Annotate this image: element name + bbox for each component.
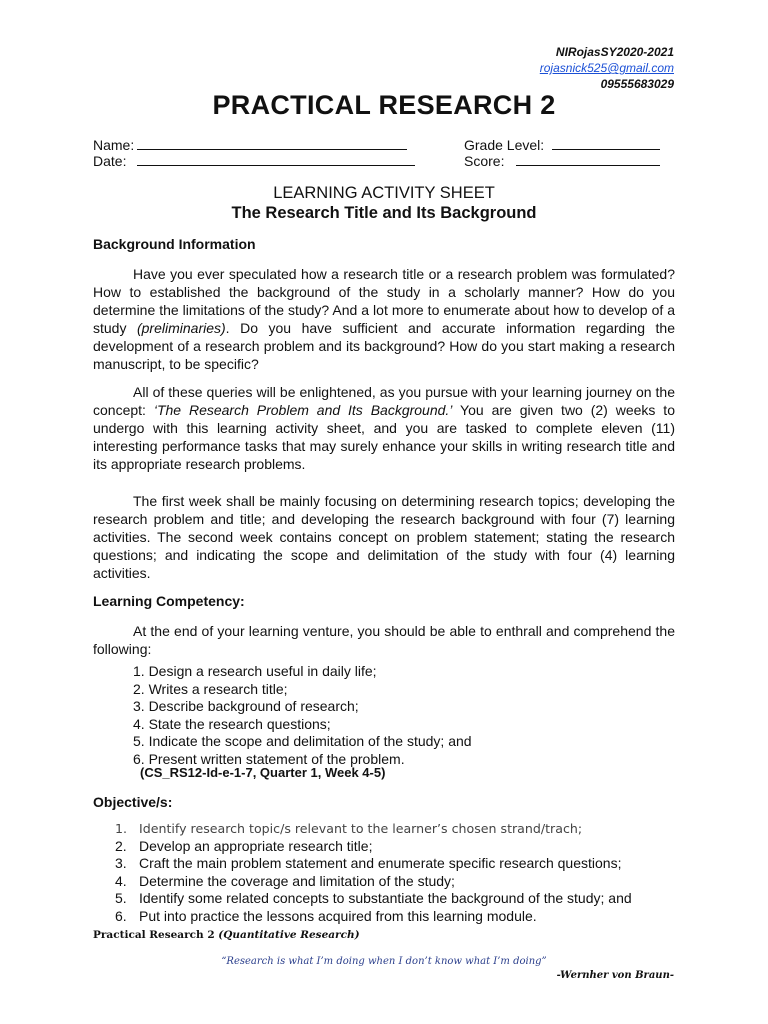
sheet-subtitle: The Research Title and Its Background bbox=[231, 204, 537, 222]
competency-intro: At the end of your learning venture, you should be able to enthrall and comprehend the following: bbox=[93, 623, 675, 657]
page-title: PRACTICAL RESEARCH 2 bbox=[212, 90, 556, 120]
list-item: 6. Put into practice the lessons acquired from this learning module. bbox=[115, 907, 537, 924]
list-item: 3. Describe background of research; bbox=[133, 698, 359, 714]
score-line bbox=[516, 153, 660, 166]
footer-course bbox=[93, 929, 360, 941]
footer-course-type: (Quantitative Research) bbox=[218, 929, 360, 941]
background-paragraph-3: The first week shall be mainly focusing on determining research topics; developing the research problem and title; and developing the research background with four (7) learning activities. The second week contains concept on problem statement; stating the research questions; and indicating the scope and delimitation of the study with four (4) learning activities. bbox=[93, 493, 675, 581]
header-contact bbox=[540, 44, 674, 92]
score-field[interactable] bbox=[464, 153, 660, 170]
p1-text-a: Have you ever speculated how a research title or a research problem was formulated? How to established the background of the study in a scholarly manner? How do you determine the limitations of the study? And a lot more to enumerate about how to develop of a study bbox=[93, 266, 675, 336]
name-field[interactable] bbox=[93, 137, 407, 154]
p1-italic: (preliminaries) bbox=[136, 320, 226, 336]
competency-code: (CS_RS12-Id-e-1-7, Quarter 1, Week 4-5) bbox=[140, 765, 386, 780]
list-item: 3. Craft the main problem statement and enumerate specific research questions; bbox=[115, 855, 622, 871]
list-item: 5. Identify some related concepts to substantiate the background of the study; and bbox=[115, 890, 632, 906]
list-item: 2. Writes a research title; bbox=[133, 680, 288, 697]
date-field[interactable] bbox=[93, 153, 415, 170]
date-line bbox=[137, 153, 415, 166]
p2-text-a: All of these queries will be enlightened, as you pursue with your learning journey on the concept: bbox=[93, 384, 675, 418]
grade-field[interactable] bbox=[464, 137, 660, 154]
p1-text-b: . Do you have sufficient and accurate information regarding the development of a research problem and its background? How do you start making a research manuscript, to be specific? bbox=[93, 320, 675, 372]
phone-number: 09555683029 bbox=[600, 77, 674, 91]
grade-label: Grade Level: bbox=[464, 137, 545, 153]
p2-italic: ‘The Research Problem and Its Background.’ bbox=[153, 402, 453, 418]
competency-heading: Learning Competency: bbox=[93, 593, 245, 609]
p2-text-b: You are given two (2) weeks to undergo with this learning activity sheet, and you are tasked to complete eleven (11) interesting performance tasks that may surely enhance your skills in writing research title and its appropriate research problems. bbox=[93, 402, 675, 472]
grade-line bbox=[552, 137, 660, 150]
background-heading: Background Information bbox=[93, 236, 256, 252]
objectives-heading: Objective/s: bbox=[93, 794, 173, 810]
author-code: NIRojasSY2020-2021 bbox=[555, 45, 674, 59]
name-label: Name: bbox=[93, 137, 135, 153]
score-label: Score: bbox=[464, 153, 505, 169]
objectives-list bbox=[115, 820, 632, 925]
list-item: 4. State the research questions; bbox=[133, 715, 331, 732]
email-link[interactable]: rojasnick525@gmail.com bbox=[539, 61, 674, 75]
list-item: 6. Present written statement of the problem. bbox=[133, 750, 405, 767]
footer-quote: “Research is what I’m doing when I don’t know what I’m doing” bbox=[221, 956, 547, 967]
date-label: Date: bbox=[93, 153, 127, 169]
competency-list bbox=[133, 663, 472, 768]
list-item: 2. Develop an appropriate research title; bbox=[115, 837, 373, 854]
list-item: 1. Design a research useful in daily life; bbox=[133, 663, 377, 679]
sheet-title: LEARNING ACTIVITY SHEET bbox=[273, 184, 495, 202]
footer-course-name: Practical Research 2 bbox=[93, 929, 215, 941]
list-item: 5. Indicate the scope and delimitation of the study; and bbox=[133, 733, 472, 749]
background-paragraph-2 bbox=[93, 383, 675, 473]
footer-quote-author: -Wernher von Braun- bbox=[556, 970, 674, 981]
background-paragraph-1 bbox=[93, 265, 675, 373]
name-line bbox=[137, 137, 407, 150]
list-item: 1. Identify research topic/s relevant to the learner’s chosen strand/trach; bbox=[115, 821, 583, 836]
list-item: 4. Determine the coverage and limitation of the study; bbox=[115, 872, 455, 889]
